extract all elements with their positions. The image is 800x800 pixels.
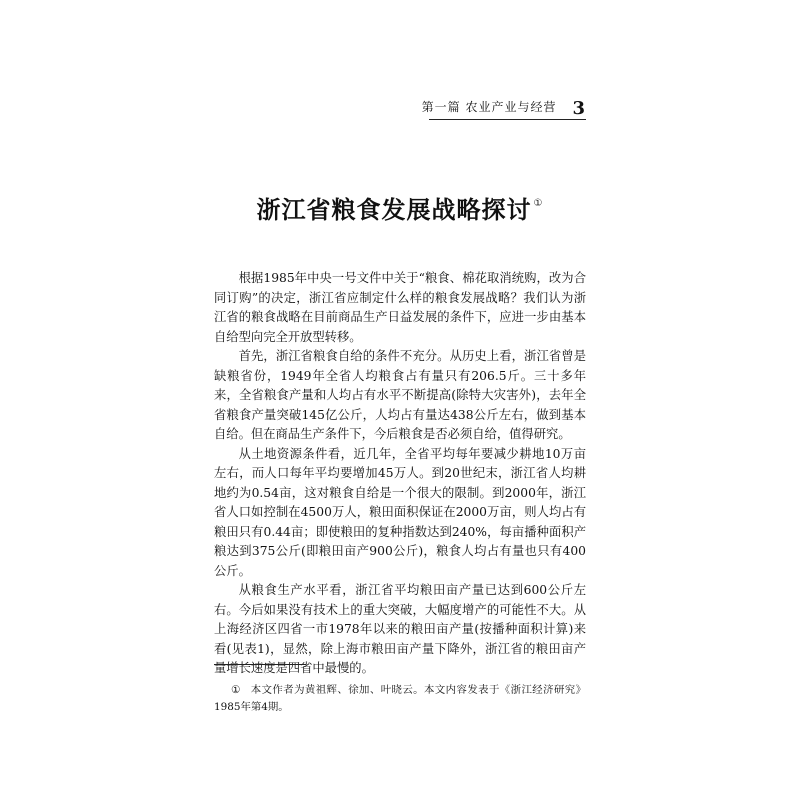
page-number: 3 bbox=[572, 98, 586, 119]
article-body bbox=[214, 269, 586, 679]
article-title: 浙江省粮食发展战略探讨 bbox=[256, 196, 532, 224]
running-header bbox=[214, 96, 586, 118]
header-rule bbox=[429, 119, 586, 120]
footnote-rule bbox=[214, 664, 306, 665]
paragraph: 首先，浙江省粮食自给的条件不充分。从历史上看，浙江省曾是缺粮省份，1949年全省人均粮食占有量只有206.5斤。三十多年来，全省粮食产量和人均占有水平不断提高(除特大灾害外)，去年全省粮食产量突破145亿公斤，人均占有量达438公斤左右，做到基本自给。但在商品生产条件下，今后粮食是否必须自给，值得研究。 bbox=[214, 349, 586, 441]
section-title: 第一篇 农业产业与经营 bbox=[421, 100, 557, 114]
paragraph: 从土地资源条件看，近几年，全省平均每年要减少耕地10万亩左右，而人口每年平均要增加45万人。到20世纪末，浙江省人均耕地约为0.54亩，这对粮食自给是一个很大的限制。到2000年，浙江省人口如控制在4500万人，粮田面积保证在2000万亩，则人均占有粮田只有0.44亩；即使粮田的复种指数达到240%，每亩播种面积产粮达到375公斤(即粮田亩产900公斤)，粮食人均占有量也只有400公斤。 bbox=[214, 446, 586, 578]
paragraph: 从粮食生产水平看，浙江省平均粮田亩产量已达到600公斤左右。今后如果没有技术上的重大突破，大幅度增产的可能性不大。从上海经济区四省一市1978年以来的粮田亩产量(按播种面积计算)来看(见表1)，显然，除上海市粮田亩产量下降外，浙江省的粮田亩产量增长速度是四省中最慢的。 bbox=[214, 583, 586, 675]
footnote-mark: ① bbox=[231, 684, 241, 696]
footnote bbox=[214, 682, 586, 715]
footnote-reference: ① bbox=[533, 198, 544, 209]
article-title-block bbox=[0, 190, 800, 225]
paragraph: 根据1985年中央一号文件中关于“粮食、棉花取消统购，改为合同订购”的决定，浙江省应制定什么样的粮食发展战略？我们认为浙江省的粮食战略在目前商品生产日益发展的条件下，应进一步由基本自给型向完全开放型转移。 bbox=[214, 271, 586, 344]
footnote-text: 本文作者为黄祖辉、徐加、叶晓云。本文内容发表于《浙江经济研究》1985年第4期。 bbox=[214, 684, 586, 713]
